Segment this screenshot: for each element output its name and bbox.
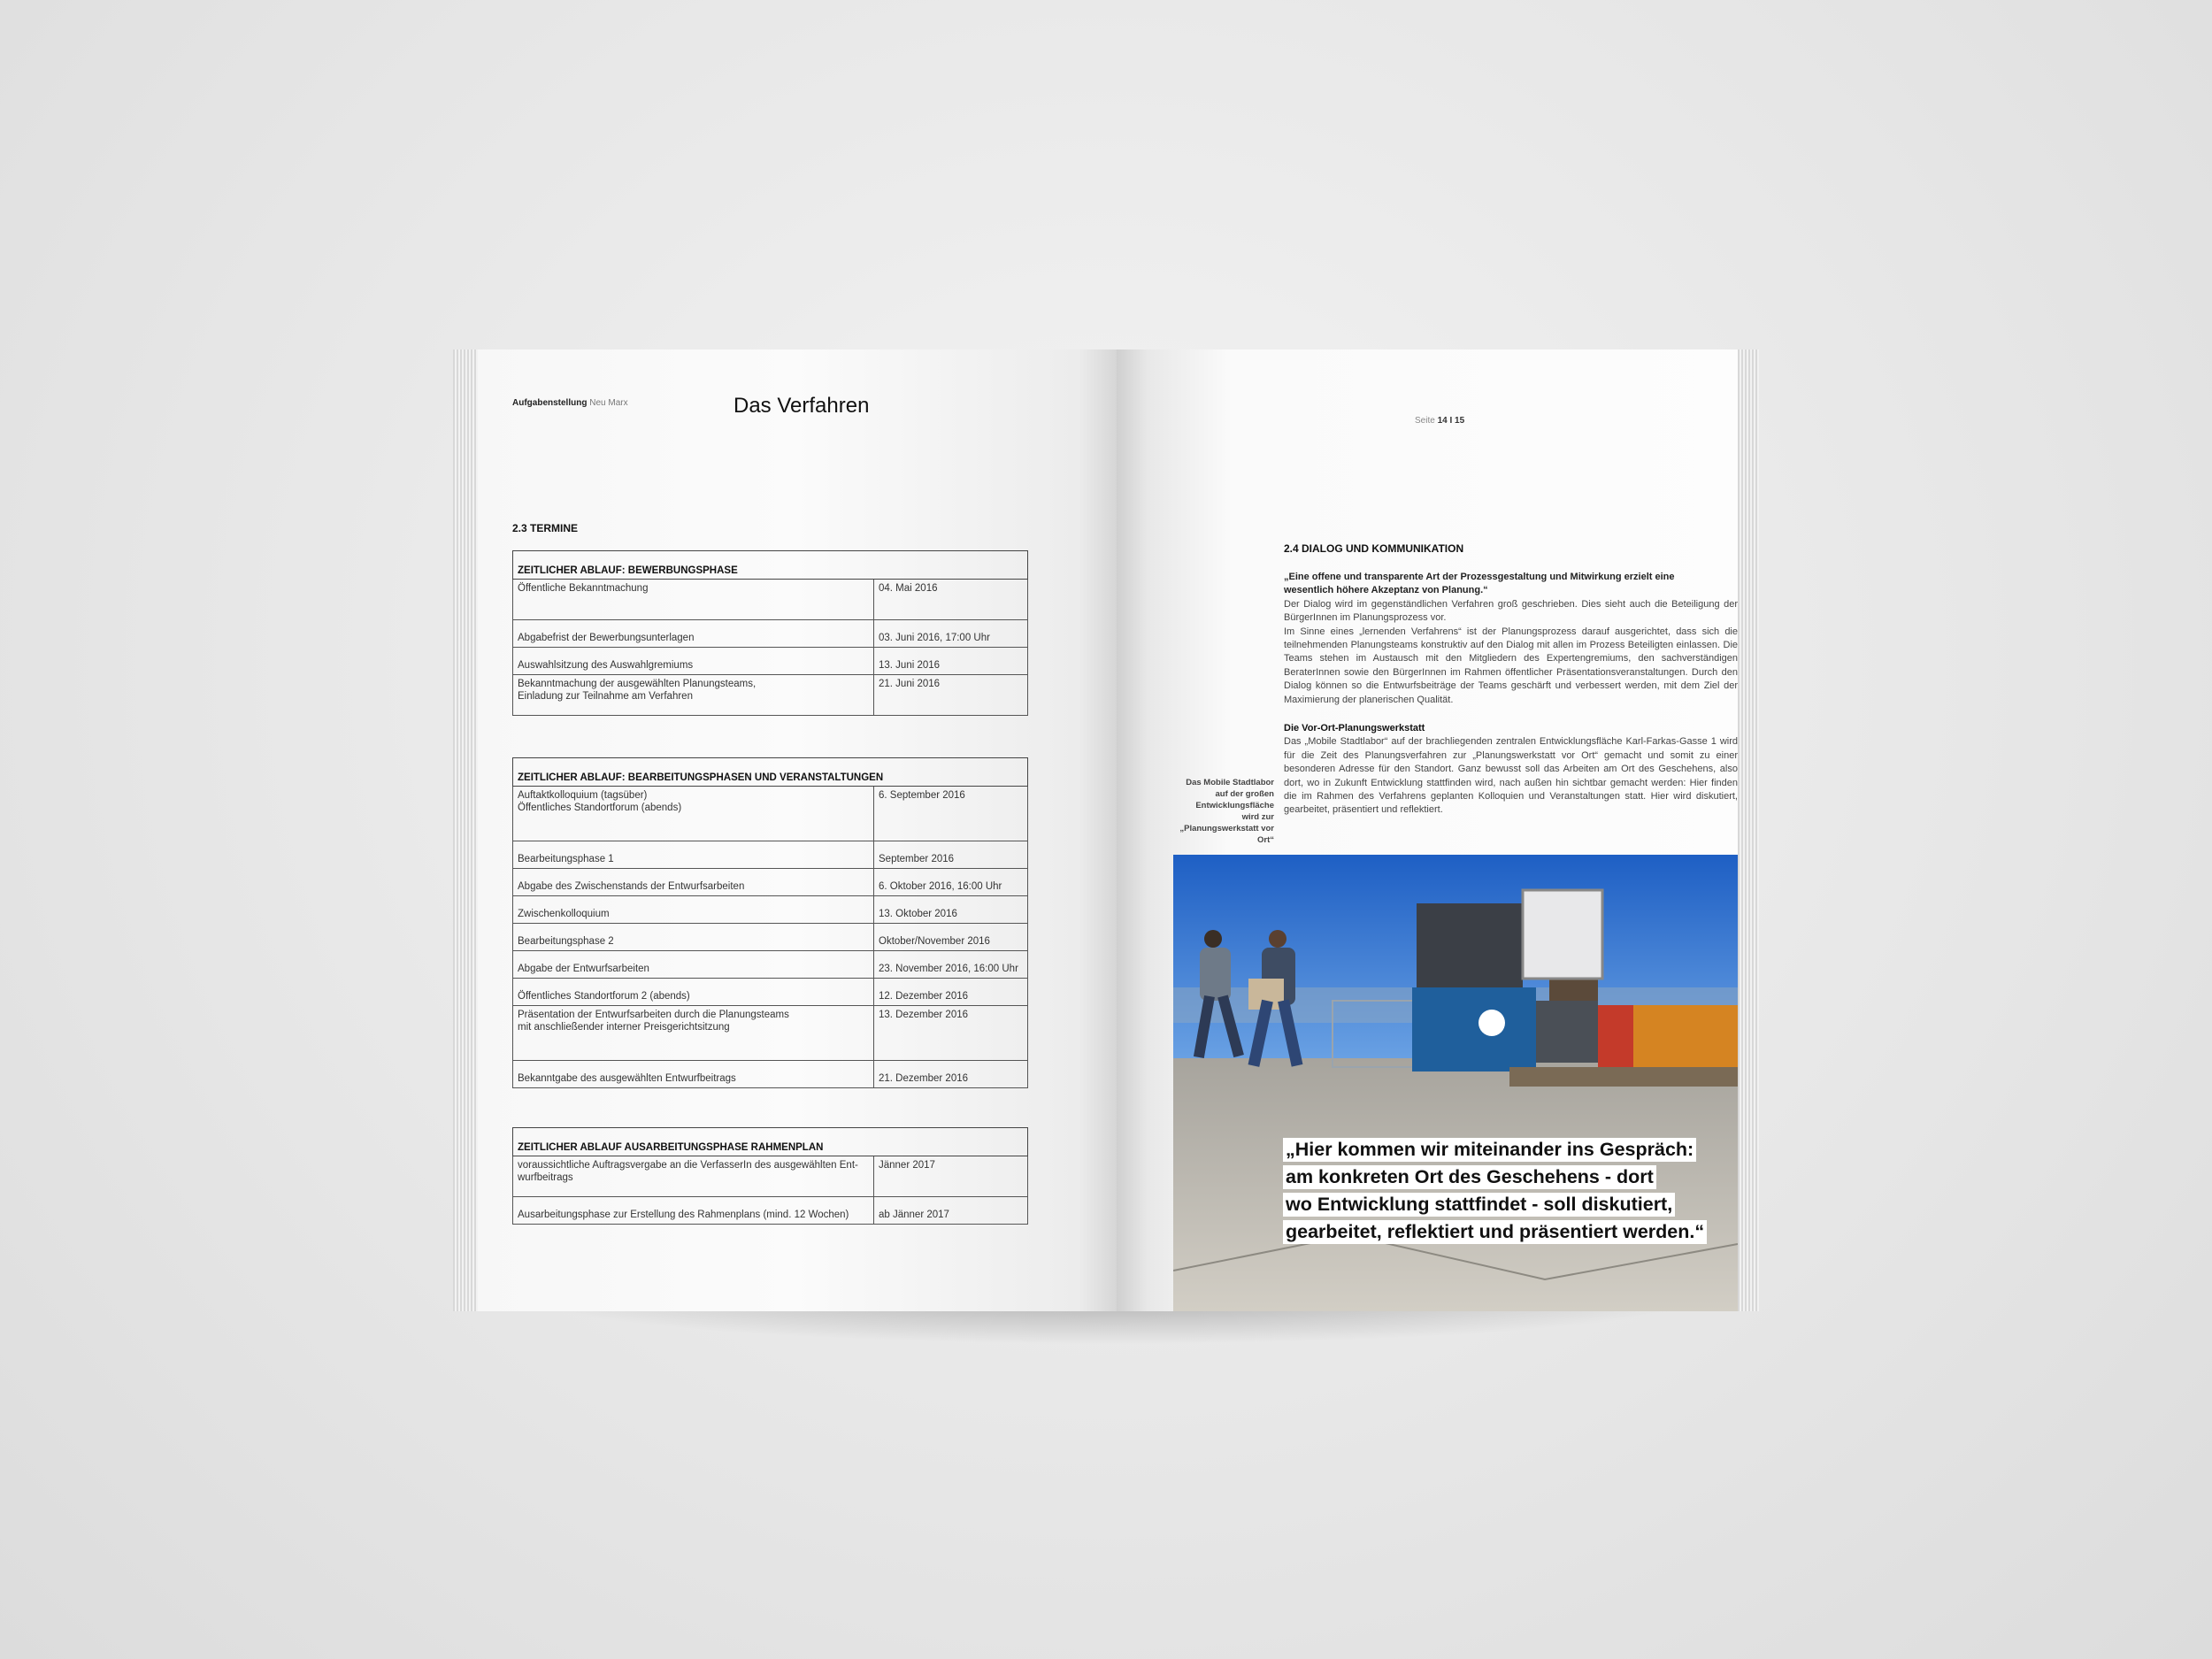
date-cell: 6. Oktober 2016, 16:00 Uhr <box>874 869 1028 896</box>
container-yellow <box>1633 1005 1738 1071</box>
table-row <box>513 648 1028 675</box>
table-heading: ZEITLICHER ABLAUF AUSARBEITUNGSPHASE RAHMENPLAN <box>513 1128 1028 1156</box>
table-row <box>513 951 1028 979</box>
date-cell: 6. September 2016 <box>874 787 1028 841</box>
event-cell: Öffentliches Standortforum 2 (abends) <box>513 979 874 1006</box>
intro-quote-line-2: wesentlich höhere Akzeptanz von Planung.“ <box>1284 585 1488 596</box>
quote-line: am konkreten Ort des Geschehens - dort <box>1283 1165 1656 1189</box>
section-title-termine: 2.3 TERMINE <box>512 522 579 534</box>
date-cell: 21. Dezember 2016 <box>874 1061 1028 1088</box>
page-label: Seite <box>1415 416 1435 426</box>
photo-quote <box>1283 1138 1707 1248</box>
section-title-dialog: 2.4 DIALOG UND KOMMUNIKATION <box>1284 542 1464 555</box>
container-logo <box>1479 1010 1505 1036</box>
date-cell: 21. Juni 2016 <box>874 675 1028 716</box>
quote-line: „Hier kommen wir miteinander ins Gespräch: <box>1283 1138 1696 1162</box>
intro-text <box>1284 571 1738 707</box>
event-cell: Bekanntmachung der ausgewählten Planungsteams, Einladung zur Teilnahme am Verfahren <box>513 675 874 716</box>
photo-caption: Das Mobile Stadtlabor auf der großen Entwicklungsfläche wird zur „Planungswerkstatt vor Ort“ <box>1179 778 1274 845</box>
date-cell: ab Jänner 2017 <box>874 1197 1028 1225</box>
date-cell: 13. Dezember 2016 <box>874 1006 1028 1061</box>
quote-line: wo Entwicklung stattfindet - soll diskutiert, <box>1283 1193 1675 1217</box>
table-row <box>513 869 1028 896</box>
table-row <box>513 841 1028 869</box>
event-cell: Bearbeitungsphase 1 <box>513 841 874 869</box>
table-row <box>513 979 1028 1006</box>
event-cell: Abgabe des Zwischenstands der Entwurfsarbeiten <box>513 869 874 896</box>
table-row <box>513 1006 1028 1061</box>
header-light: Neu Marx <box>589 398 628 408</box>
header-bold: Aufgabenstellung <box>512 398 588 408</box>
schedule-table-bewerbungsphase <box>512 550 1028 716</box>
date-cell: September 2016 <box>874 841 1028 869</box>
date-cell: 13. Juni 2016 <box>874 648 1028 675</box>
event-cell: Bekanntgabe des ausgewählten Entwurfbeitrags <box>513 1061 874 1088</box>
paragraph-1: Der Dialog wird im gegenständlichen Verfahren groß geschrieben. Dies sieht auch die Beteiligung der BürgerInnen im Planungsprozess vor. <box>1284 598 1738 624</box>
right-page <box>1117 349 1738 1311</box>
page-numbers: 14 I 15 <box>1437 416 1465 426</box>
subheading-planungswerkstatt: Die Vor-Ort-Planungswerkstatt <box>1284 723 1425 733</box>
date-cell: 12. Dezember 2016 <box>874 979 1028 1006</box>
table-row <box>513 675 1028 716</box>
page-title: Das Verfahren <box>733 394 870 418</box>
event-cell: Bearbeitungsphase 2 <box>513 924 874 951</box>
date-cell: Jänner 2017 <box>874 1156 1028 1197</box>
schedule-table-bearbeitungsphasen <box>512 757 1028 1088</box>
event-cell: Abgabefrist der Bewerbungsunterlagen <box>513 620 874 648</box>
event-cell: Präsentation der Entwurfsarbeiten durch die Planungsteams mit anschließender interner Preisgerichtsitzung <box>513 1006 874 1061</box>
wooden-steps <box>1509 1067 1738 1087</box>
page-number <box>1415 416 1464 426</box>
date-cell: 23. November 2016, 16:00 Uhr <box>874 951 1028 979</box>
container-blue <box>1412 987 1536 1071</box>
event-cell: Auswahlsitzung des Auswahlgremiums <box>513 648 874 675</box>
date-cell: Oktober/November 2016 <box>874 924 1028 951</box>
date-cell: 03. Juni 2016, 17:00 Uhr <box>874 620 1028 648</box>
event-cell: voraussichtliche Auftragsvergabe an die VerfasserIn des ausgewählten Ent- wurfbeitrags <box>513 1156 874 1197</box>
workshop-text <box>1284 722 1738 818</box>
event-cell: Ausarbeitungsphase zur Erstellung des Rahmenplans (mind. 12 Wochen) <box>513 1197 874 1225</box>
quote-line: gearbeitet, reflektiert und präsentiert werden.“ <box>1283 1220 1707 1244</box>
container-middle <box>1536 1001 1598 1063</box>
date-cell: 13. Oktober 2016 <box>874 896 1028 924</box>
table-row <box>513 1156 1028 1197</box>
table-row <box>513 787 1028 841</box>
event-cell: Öffentliche Bekanntmachung <box>513 580 874 620</box>
event-cell: Abgabe der Entwurfsarbeiten <box>513 951 874 979</box>
table-row <box>513 620 1028 648</box>
paragraph-3: Das „Mobile Stadtlabor“ auf der brachliegenden zentralen Entwicklungsfläche Karl-Farkas-Gasse 1 wird für die Zeit des Planungsverfahren zur „Planungswerkstatt vor Ort“ gemacht und somit zu einer besonderen Adresse für den Standort. Ganz bewusst soll das Arbeiten am Ort des Geschehens, also dort, wo in Zukunft Entwicklung stattfinden wird, nach außen hin sichtbar gemacht werden: Hier finden die im Rahmen des Verfahrens geplanten Kolloquien und Veranstaltungen statt. Hier wird diskutiert, gearbeitet, präsentiert und reflektiert. <box>1284 736 1738 816</box>
table-row <box>513 1197 1028 1225</box>
stadtlabor-photo <box>1173 855 1738 1311</box>
table-row <box>513 924 1028 951</box>
left-page <box>478 349 1117 1311</box>
running-header <box>512 398 628 408</box>
intro-quote-line-1: „Eine offene und transparente Art der Prozessgestaltung und Mitwirkung erzielt eine <box>1284 572 1675 582</box>
event-cell: Auftaktkolloquium (tagsüber) Öffentliches Standortforum (abends) <box>513 787 874 841</box>
screen <box>1523 890 1602 979</box>
table-row <box>513 896 1028 924</box>
table-heading: ZEITLICHER ABLAUF: BEWERBUNGSPHASE <box>513 551 1028 580</box>
date-cell: 04. Mai 2016 <box>874 580 1028 620</box>
page-edges-left <box>453 349 480 1311</box>
schedule-table-ausarbeitungsphase <box>512 1127 1028 1225</box>
paragraph-2: Im Sinne eines „lernenden Verfahrens“ ist der Planungsprozess darauf ausgerichtet, dass sich die teilnehmenden Planungsteams konstruktiv auf den Dialog mit allen im Prozess Beteiligten einlassen. Die Teams stehen im Austausch mit den Mitgliedern des Expertengremiums, den sachverständigen BeraterInnen sowie den BürgerInnen im Rahmen öffentlicher Präsentationsveranstaltungen. Durch den Dialog können so die Entwurfsbeiträge der Teams geschärft und verbessert werden, mit dem Ziel der Maximierung der planerischen Qualität. <box>1284 626 1738 705</box>
table-row <box>513 580 1028 620</box>
table-row <box>513 1061 1028 1088</box>
container-top-left <box>1417 903 1523 1001</box>
event-cell: Zwischenkolloquium <box>513 896 874 924</box>
table-heading: ZEITLICHER ABLAUF: BEARBEITUNGSPHASEN UND VERANSTALTUNGEN <box>513 758 1028 787</box>
